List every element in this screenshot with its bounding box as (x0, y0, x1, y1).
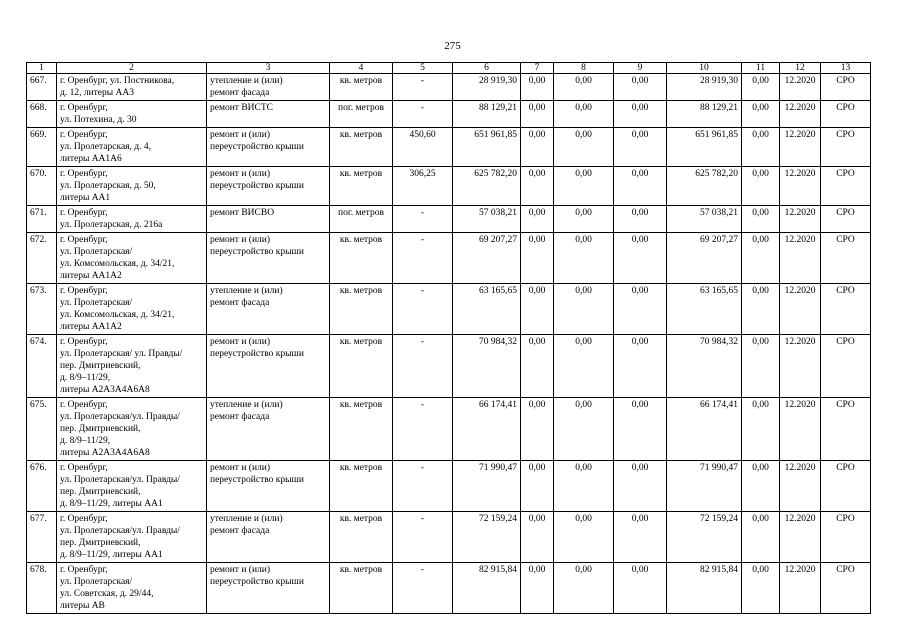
completion-date-cell: 12.2020 (780, 284, 821, 335)
column-header: 12 (780, 63, 821, 74)
works-table (26, 62, 871, 614)
source-cell: СРО (821, 128, 871, 167)
address-cell: г. Оренбург, ул. Пролетарская, д. 4, литеры АА1А6 (57, 128, 207, 167)
cost-cell: 0,00 (521, 206, 554, 233)
row-number: 676. (27, 461, 57, 512)
source-cell: СРО (821, 74, 871, 101)
address-cell: г. Оренбург, ул. Пролетарская/ул. Правды/ пер. Дмитриевский, д. 8/9–11/29, литеры АА1 (57, 512, 207, 563)
column-header: 3 (207, 63, 330, 74)
completion-date-cell: 12.2020 (780, 563, 821, 614)
cost-cell: 0,00 (521, 167, 554, 206)
cost-cell: 0,00 (614, 284, 667, 335)
column-header: 9 (614, 63, 667, 74)
cost-cell: 0,00 (554, 74, 614, 101)
cost-cell: 0,00 (521, 563, 554, 614)
cost-cell: 0,00 (742, 233, 780, 284)
row-number: 670. (27, 167, 57, 206)
cost-total-cell: 72 159,24 (453, 512, 521, 563)
cost-cell: 0,00 (614, 128, 667, 167)
cost-cell: 0,00 (554, 398, 614, 461)
source-cell: СРО (821, 284, 871, 335)
cost-cell: 0,00 (742, 398, 780, 461)
work-type-cell: утепление и (или) ремонт фасада (207, 74, 330, 101)
cost-cell: 0,00 (614, 461, 667, 512)
table-row (27, 563, 871, 614)
row-number: 668. (27, 101, 57, 128)
area-cell: - (393, 233, 453, 284)
work-type-cell: ремонт ВИСВО (207, 206, 330, 233)
cost-total-cell: 651 961,85 (453, 128, 521, 167)
source-cell: СРО (821, 167, 871, 206)
table-row (27, 335, 871, 398)
source-cell: СРО (821, 233, 871, 284)
cost-cell: 0,00 (614, 101, 667, 128)
unit-cell: кв. метров (330, 563, 393, 614)
cost-cell: 0,00 (614, 167, 667, 206)
area-cell: - (393, 335, 453, 398)
completion-date-cell: 12.2020 (780, 206, 821, 233)
cost-fund-cell: 63 165,65 (667, 284, 742, 335)
cost-fund-cell: 57 038,21 (667, 206, 742, 233)
table-row (27, 233, 871, 284)
cost-cell: 0,00 (554, 461, 614, 512)
column-header: 5 (393, 63, 453, 74)
unit-cell: кв. метров (330, 167, 393, 206)
completion-date-cell: 12.2020 (780, 398, 821, 461)
cost-cell: 0,00 (742, 335, 780, 398)
page-number: 275 (444, 40, 461, 52)
completion-date-cell: 12.2020 (780, 101, 821, 128)
work-type-cell: ремонт и (или) переустройство крыши (207, 563, 330, 614)
source-cell: СРО (821, 461, 871, 512)
column-header: 11 (742, 63, 780, 74)
area-cell: - (393, 398, 453, 461)
table-row (27, 206, 871, 233)
completion-date-cell: 12.2020 (780, 335, 821, 398)
row-number: 678. (27, 563, 57, 614)
column-number-row (27, 63, 871, 74)
table-row (27, 128, 871, 167)
area-cell: 306,25 (393, 167, 453, 206)
unit-cell: кв. метров (330, 74, 393, 101)
cost-cell: 0,00 (614, 74, 667, 101)
cost-total-cell: 70 984,32 (453, 335, 521, 398)
completion-date-cell: 12.2020 (780, 74, 821, 101)
cost-fund-cell: 71 990,47 (667, 461, 742, 512)
cost-cell: 0,00 (742, 128, 780, 167)
cost-cell: 0,00 (614, 335, 667, 398)
column-header: 10 (667, 63, 742, 74)
cost-total-cell: 28 919,30 (453, 74, 521, 101)
cost-fund-cell: 651 961,85 (667, 128, 742, 167)
cost-cell: 0,00 (742, 563, 780, 614)
row-number: 672. (27, 233, 57, 284)
column-header: 7 (521, 63, 554, 74)
cost-fund-cell: 82 915,84 (667, 563, 742, 614)
cost-cell: 0,00 (742, 461, 780, 512)
area-cell: - (393, 512, 453, 563)
unit-cell: пог. метров (330, 206, 393, 233)
cost-cell: 0,00 (614, 563, 667, 614)
completion-date-cell: 12.2020 (780, 461, 821, 512)
address-cell: г. Оренбург, ул. Пролетарская/ул. Правды/ пер. Дмитриевский, д. 8/9–11/29, литеры АА1 (57, 461, 207, 512)
source-cell: СРО (821, 206, 871, 233)
cost-total-cell: 71 990,47 (453, 461, 521, 512)
cost-cell: 0,00 (742, 284, 780, 335)
cost-cell: 0,00 (554, 233, 614, 284)
table-row (27, 512, 871, 563)
cost-fund-cell: 69 207,27 (667, 233, 742, 284)
source-cell: СРО (821, 398, 871, 461)
cost-fund-cell: 66 174,41 (667, 398, 742, 461)
cost-cell: 0,00 (614, 398, 667, 461)
source-cell: СРО (821, 335, 871, 398)
area-cell: - (393, 101, 453, 128)
cost-fund-cell: 70 984,32 (667, 335, 742, 398)
unit-cell: кв. метров (330, 398, 393, 461)
cost-total-cell: 66 174,41 (453, 398, 521, 461)
area-cell: - (393, 284, 453, 335)
table-row (27, 461, 871, 512)
cost-cell: 0,00 (614, 206, 667, 233)
work-type-cell: ремонт и (или) переустройство крыши (207, 167, 330, 206)
table-row (27, 167, 871, 206)
work-type-cell: утепление и (или) ремонт фасада (207, 284, 330, 335)
cost-cell: 0,00 (554, 335, 614, 398)
address-cell: г. Оренбург, ул. Пролетарская/ ул. Комсомольская, д. 34/21, литеры АА1А2 (57, 284, 207, 335)
completion-date-cell: 12.2020 (780, 128, 821, 167)
column-header: 6 (453, 63, 521, 74)
work-type-cell: ремонт и (или) переустройство крыши (207, 128, 330, 167)
area-cell: - (393, 461, 453, 512)
unit-cell: кв. метров (330, 128, 393, 167)
work-type-cell: утепление и (или) ремонт фасада (207, 512, 330, 563)
cost-cell: 0,00 (554, 128, 614, 167)
cost-fund-cell: 88 129,21 (667, 101, 742, 128)
cost-cell: 0,00 (554, 284, 614, 335)
table-row (27, 398, 871, 461)
address-cell: г. Оренбург, ул. Пролетарская/ ул. Комсомольская, д. 34/21, литеры АА1А2 (57, 233, 207, 284)
unit-cell: кв. метров (330, 335, 393, 398)
column-header: 2 (57, 63, 207, 74)
source-cell: СРО (821, 563, 871, 614)
area-cell: - (393, 74, 453, 101)
cost-cell: 0,00 (554, 512, 614, 563)
work-type-cell: ремонт и (или) переустройство крыши (207, 461, 330, 512)
unit-cell: кв. метров (330, 461, 393, 512)
area-cell: 450,60 (393, 128, 453, 167)
cost-cell: 0,00 (521, 101, 554, 128)
table-row (27, 74, 871, 101)
cost-cell: 0,00 (521, 335, 554, 398)
cost-cell: 0,00 (521, 284, 554, 335)
row-number: 669. (27, 128, 57, 167)
row-number: 675. (27, 398, 57, 461)
cost-cell: 0,00 (614, 512, 667, 563)
area-cell: - (393, 206, 453, 233)
cost-cell: 0,00 (742, 167, 780, 206)
cost-fund-cell: 28 919,30 (667, 74, 742, 101)
cost-total-cell: 82 915,84 (453, 563, 521, 614)
cost-cell: 0,00 (521, 74, 554, 101)
address-cell: г. Оренбург, ул. Пролетарская/ ул. Советская, д. 29/44, литеры АВ (57, 563, 207, 614)
source-cell: СРО (821, 101, 871, 128)
row-number: 671. (27, 206, 57, 233)
row-number: 674. (27, 335, 57, 398)
table-body (27, 74, 871, 614)
column-header: 4 (330, 63, 393, 74)
completion-date-cell: 12.2020 (780, 233, 821, 284)
cost-cell: 0,00 (521, 512, 554, 563)
cost-cell: 0,00 (521, 128, 554, 167)
work-type-cell: ремонт и (или) переустройство крыши (207, 233, 330, 284)
source-cell: СРО (821, 512, 871, 563)
address-cell: г. Оренбург, ул. Пролетарская, д. 50, литеры АА1 (57, 167, 207, 206)
column-header: 1 (27, 63, 57, 74)
address-cell: г. Оренбург, ул. Пролетарская/ул. Правды/ пер. Дмитриевский, д. 8/9–11/29, литеры А2А3А4А6А8 (57, 398, 207, 461)
completion-date-cell: 12.2020 (780, 512, 821, 563)
work-type-cell: ремонт ВИСТС (207, 101, 330, 128)
cost-cell: 0,00 (554, 101, 614, 128)
cost-total-cell: 88 129,21 (453, 101, 521, 128)
cost-cell: 0,00 (521, 461, 554, 512)
unit-cell: кв. метров (330, 512, 393, 563)
unit-cell: пог. метров (330, 101, 393, 128)
cost-cell: 0,00 (742, 206, 780, 233)
cost-cell: 0,00 (614, 233, 667, 284)
address-cell: г. Оренбург, ул. Пролетарская/ ул. Правды/ пер. Дмитриевский, д. 8/9–11/29, литеры А2А3А4А6А8 (57, 335, 207, 398)
cost-cell: 0,00 (742, 512, 780, 563)
cost-total-cell: 63 165,65 (453, 284, 521, 335)
cost-cell: 0,00 (521, 398, 554, 461)
cost-total-cell: 69 207,27 (453, 233, 521, 284)
cost-cell: 0,00 (742, 101, 780, 128)
unit-cell: кв. метров (330, 284, 393, 335)
address-cell: г. Оренбург, ул. Пролетарская, д. 216а (57, 206, 207, 233)
area-cell: - (393, 563, 453, 614)
address-cell: г. Оренбург, ул. Постникова, д. 12, литеры АА3 (57, 74, 207, 101)
cost-fund-cell: 625 782,20 (667, 167, 742, 206)
cost-cell: 0,00 (521, 233, 554, 284)
cost-cell: 0,00 (742, 74, 780, 101)
table-row (27, 284, 871, 335)
row-number: 673. (27, 284, 57, 335)
cost-cell: 0,00 (554, 563, 614, 614)
address-cell: г. Оренбург, ул. Потехина, д. 30 (57, 101, 207, 128)
column-header: 13 (821, 63, 871, 74)
cost-total-cell: 57 038,21 (453, 206, 521, 233)
completion-date-cell: 12.2020 (780, 167, 821, 206)
cost-fund-cell: 72 159,24 (667, 512, 742, 563)
work-type-cell: ремонт и (или) переустройство крыши (207, 335, 330, 398)
row-number: 677. (27, 512, 57, 563)
unit-cell: кв. метров (330, 233, 393, 284)
table-row (27, 101, 871, 128)
cost-total-cell: 625 782,20 (453, 167, 521, 206)
work-type-cell: утепление и (или) ремонт фасада (207, 398, 330, 461)
row-number: 667. (27, 74, 57, 101)
cost-cell: 0,00 (554, 206, 614, 233)
column-header: 8 (554, 63, 614, 74)
cost-cell: 0,00 (554, 167, 614, 206)
